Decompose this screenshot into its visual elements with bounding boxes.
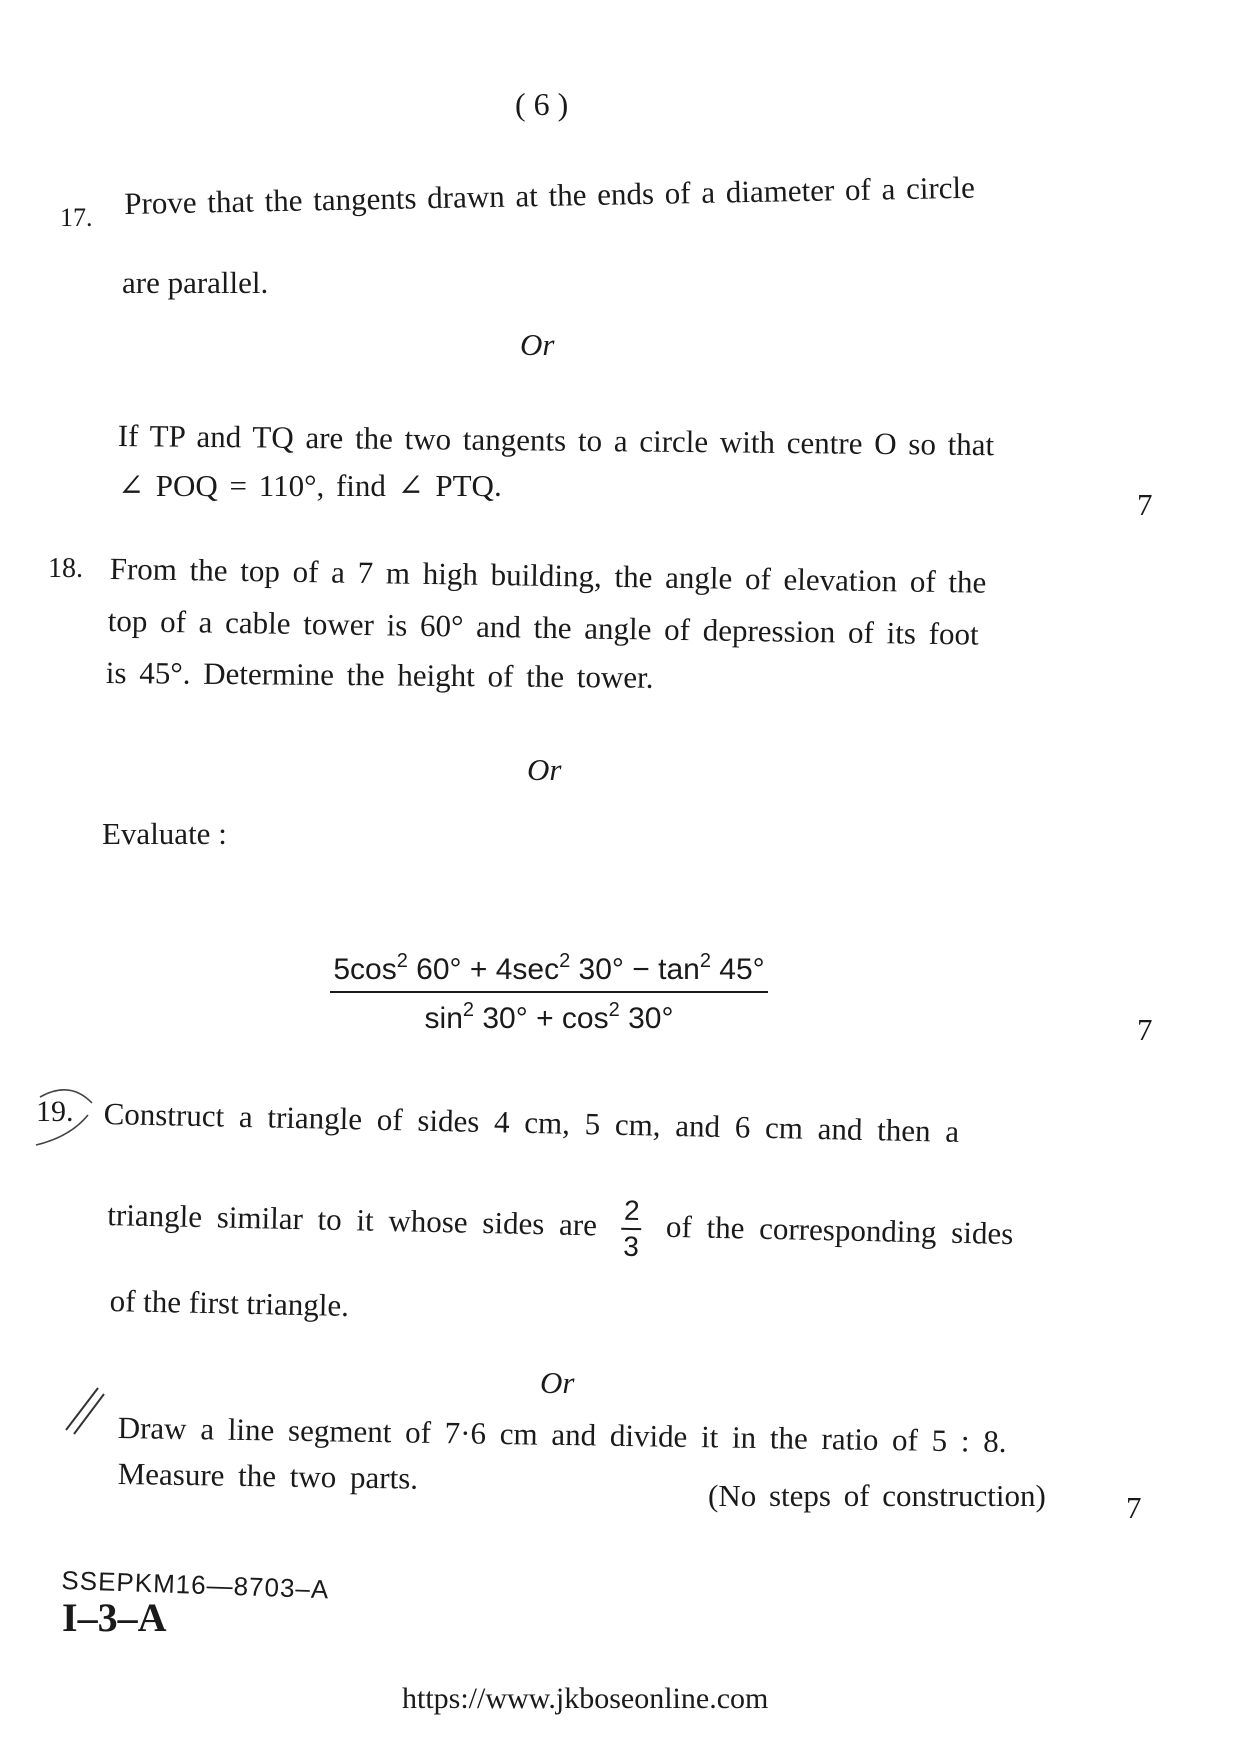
denominator-part: 30°	[619, 1002, 674, 1035]
denominator-part: sin	[424, 1002, 463, 1035]
line-segment: triangle similar to it whose sides are	[107, 1197, 598, 1243]
question-text-line: top of a cable tower is 60° and the angle of depression of its foot	[107, 603, 979, 652]
question-text-line: is 45°. Determine the height of the tower.	[105, 655, 654, 695]
question-number: 17.	[60, 203, 93, 232]
question-number: 18.	[48, 553, 83, 584]
or-separator: Or	[520, 327, 555, 362]
question-text-line	[107, 1186, 1014, 1269]
paper-code: SSEPKM16—8703–A	[60, 1565, 330, 1605]
expression-numerator	[330, 950, 768, 993]
question-text-line: Prove that the tangents drawn at the ends of a diameter of a circle	[123, 169, 976, 221]
construction-note: (No steps of construction)	[708, 1478, 1046, 1513]
question-text-line: Construct a triangle of sides 4 cm, 5 cm, and 6 cm and then a	[103, 1096, 960, 1149]
page-number: ( 6 )	[515, 86, 569, 122]
exponent: 2	[462, 999, 475, 1021]
numerator-part: 60° + 4sec	[407, 953, 560, 986]
set-label: I–3–A	[62, 1595, 167, 1640]
numerator-part: 45°	[710, 953, 765, 986]
denominator-part: 30° + cos	[474, 1002, 609, 1035]
exponent: 2	[608, 999, 620, 1021]
question-text-line: Measure the two parts.	[117, 1456, 419, 1496]
marks: 7	[1126, 1490, 1142, 1525]
question-text-line: of the first triangle.	[109, 1283, 350, 1324]
marks: 7	[1137, 1012, 1153, 1047]
question-text-line: From the top of a 7 m high building, the angle of elevation of the	[109, 551, 987, 600]
or-separator: Or	[527, 752, 562, 787]
question-number: 19.	[36, 1095, 74, 1128]
exponent: 2	[699, 950, 711, 972]
exponent: 2	[559, 950, 571, 972]
evaluate-label: Evaluate :	[102, 816, 227, 851]
numerator-part: 30° − tan	[570, 953, 700, 986]
trig-expression	[330, 950, 768, 1036]
expression-denominator	[330, 993, 768, 1036]
question-text-line: If TP and TQ are the two tangents to a circle with centre O so that	[117, 418, 995, 463]
numerator-part: 5cos	[333, 953, 397, 986]
or-separator: Or	[540, 1365, 575, 1400]
line-segment: of the corresponding sides	[665, 1208, 1014, 1252]
fraction-denominator: 3	[622, 1230, 640, 1263]
source-url: https://www.jkboseonline.com	[402, 1682, 769, 1715]
question-text-line: Draw a line segment of 7·6 cm and divide it in the ratio of 5 : 8.	[117, 1410, 1007, 1459]
exponent: 2	[396, 950, 408, 972]
fraction-numerator: 2	[622, 1197, 642, 1230]
question-text-line: are parallel.	[122, 265, 269, 300]
handwritten-slash-mark	[58, 1380, 118, 1440]
marks: 7	[1137, 487, 1153, 522]
fraction-two-thirds	[621, 1194, 642, 1263]
question-text-line: ∠ POQ = 110°, find ∠ PTQ.	[118, 468, 502, 503]
